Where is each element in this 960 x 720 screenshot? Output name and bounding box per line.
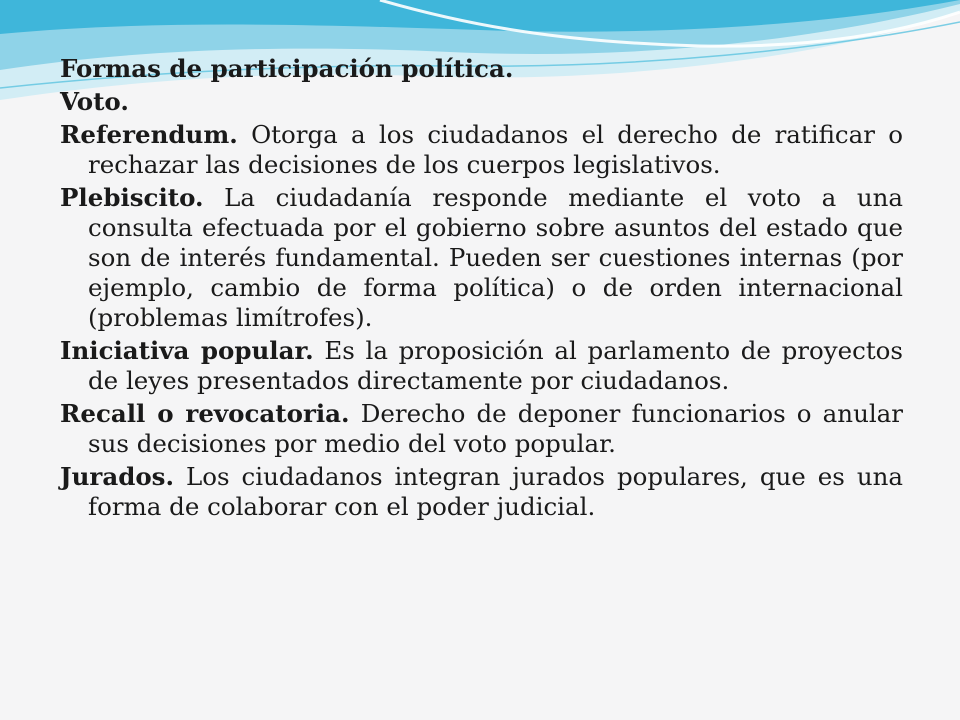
entry-description: Es la proposición al parlamento de proyectos de leyes presentados directamente por ciudadanos. — [88, 336, 903, 395]
entry-term: Referendum. — [60, 120, 238, 149]
entry-recall — [60, 399, 903, 459]
slide-content — [60, 54, 903, 525]
entry-description: Los ciudadanos integran jurados populares, que es una forma de colaborar con el poder judicial. — [88, 462, 903, 521]
entry-term: Iniciativa popular. — [60, 336, 314, 365]
entry-description: La ciudadanía responde mediante el voto a una consulta efectuada por el gobierno sobre asuntos del estado que son de interés fundamental. Pueden ser cuestiones internas (por ejemplo, cambio de forma política) o de orden internacional (problemas limítrofes). — [88, 183, 903, 332]
entry-iniciativa-popular — [60, 336, 903, 396]
entry-term: Recall o revocatoria. — [60, 399, 350, 428]
entry-term: Voto. — [60, 87, 129, 116]
entry-voto — [60, 87, 903, 117]
entry-jurados — [60, 462, 903, 522]
entry-title — [60, 54, 903, 84]
entry-referendum — [60, 120, 903, 180]
entry-description: Otorga a los ciudadanos el derecho de ratificar o rechazar las decisiones de los cuerpos legislativos. — [88, 120, 903, 179]
entry-plebiscito — [60, 183, 903, 333]
entry-description: Derecho de deponer funcionarios o anular sus decisiones por medio del voto popular. — [88, 399, 903, 458]
entry-term: Plebiscito. — [60, 183, 204, 212]
entry-term: Jurados. — [60, 462, 174, 491]
entry-term: Formas de participación política. — [60, 54, 514, 83]
